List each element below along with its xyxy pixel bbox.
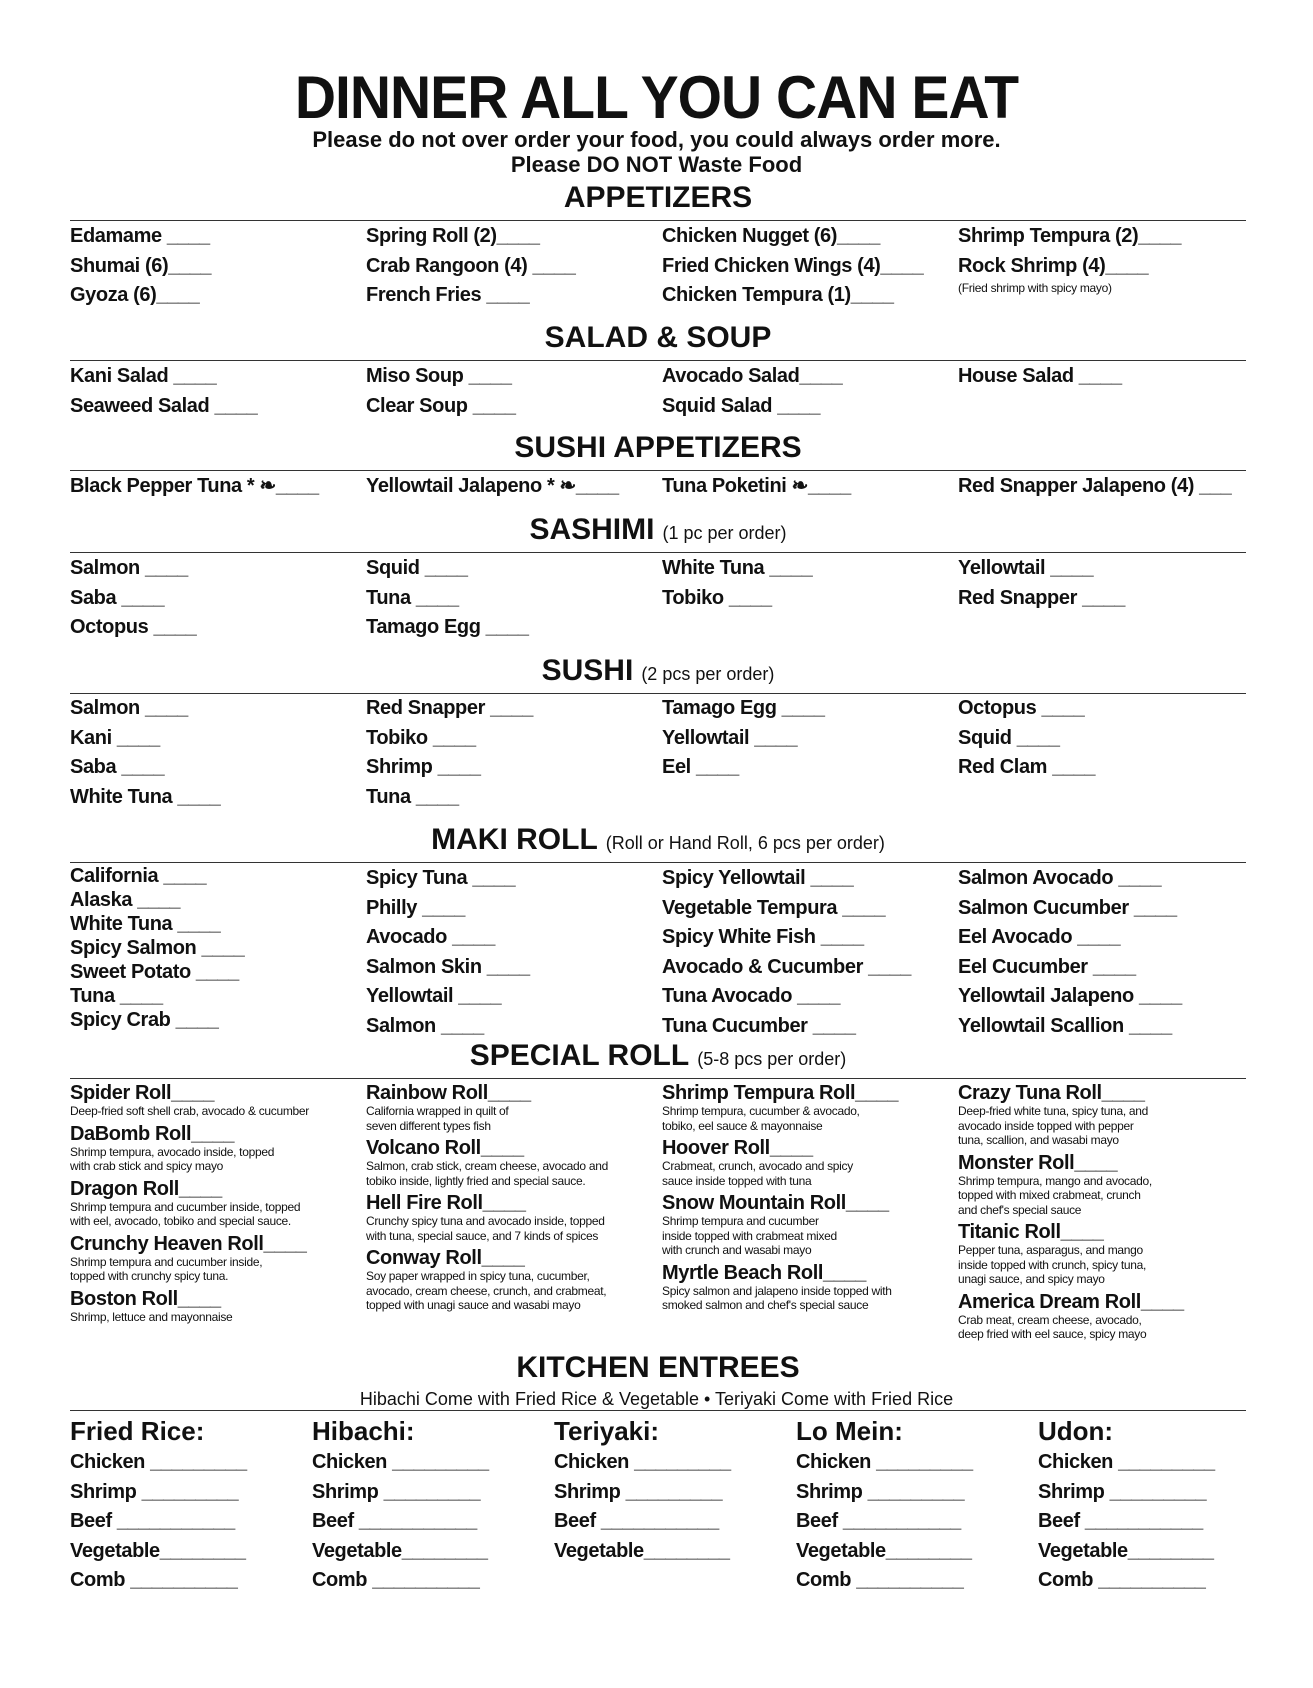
section-title: SPECIAL ROLL [469, 1039, 690, 1072]
menu-item[interactable]: Octopus ____ [958, 697, 1085, 719]
special-roll-name[interactable]: America Dream Roll____ [958, 1290, 1184, 1313]
sushi-app-col-3 [662, 472, 851, 502]
section-title: SASHIMI [529, 513, 655, 546]
special-col-3 [662, 1078, 898, 1313]
menu-item[interactable]: California ____ [70, 865, 207, 887]
menu-item[interactable]: Shrimp _________ [554, 1480, 723, 1503]
sashimi-col-4 [958, 554, 1125, 613]
sashimi-col-2 [366, 554, 529, 643]
menu-item[interactable]: Fried Chicken Wings (4)____ [662, 254, 924, 277]
menu-item[interactable]: Tuna ____ [366, 586, 459, 609]
special-roll-desc: with crab stick and spicy mayo [70, 1159, 224, 1173]
section-title: MAKI ROLL [431, 823, 598, 856]
special-roll-name[interactable]: Volcano Roll____ [366, 1137, 524, 1159]
menu-item[interactable]: Spicy White Fish ____ [662, 926, 864, 948]
menu-item[interactable]: Chicken _________ [70, 1451, 247, 1473]
section-maki-header [70, 822, 1246, 863]
menu-item[interactable]: Spring Roll (2)____ [366, 225, 540, 247]
special-roll-name[interactable]: DaBomb Roll____ [70, 1122, 235, 1145]
menu-item[interactable]: Eel Cucumber ____ [958, 955, 1136, 978]
page-title: DINNER ALL YOU CAN EAT [294, 64, 1019, 132]
menu-item[interactable]: Tuna ____ [366, 785, 459, 808]
special-roll-name[interactable]: Conway Roll____ [366, 1247, 525, 1269]
special-roll-desc: with tuna, special sauce, and 7 kinds of spices [366, 1228, 599, 1243]
menu-item[interactable]: Yellowtail ____ [662, 726, 798, 749]
special-roll-desc: deep fried with eel sauce, spicy mayo [958, 1327, 1147, 1341]
section-title: SALAD & SOUP [544, 321, 772, 354]
special-roll-desc: seven different types fish [366, 1118, 491, 1133]
special-roll-desc: Shrimp tempura, mango and avocado, [958, 1173, 1152, 1188]
menu-item[interactable]: Tamago Egg ____ [366, 616, 529, 638]
special-roll-desc: Shrimp tempura and cucumber [662, 1214, 819, 1228]
salad-col-1 [70, 362, 257, 421]
menu-item[interactable]: Yellowtail ____ [366, 985, 502, 1007]
menu-item[interactable]: Avocado ____ [366, 926, 495, 948]
menu-item[interactable]: Saba ____ [70, 756, 165, 778]
menu-item[interactable]: Beef ___________ [796, 1510, 961, 1532]
menu-item[interactable]: Vegetable Tempura ____ [662, 896, 886, 919]
special-roll-desc: tobiko inside, lightly fried and special sauce. [366, 1173, 586, 1188]
kitchen-col-heading: Teriyaki: [554, 1416, 660, 1446]
special-roll-desc: smoked salmon and chef's special sauce [662, 1298, 869, 1312]
menu-item[interactable]: French Fries ____ [366, 284, 530, 306]
menu-item[interactable]: Alaska ____ [70, 889, 181, 911]
special-col-4 [958, 1078, 1184, 1342]
special-roll-name[interactable]: Titanic Roll____ [958, 1221, 1104, 1243]
menu-item[interactable]: Avocado & Cucumber ____ [662, 955, 912, 978]
menu-item[interactable]: Tuna ____ [70, 985, 163, 1007]
special-roll-desc: Crabmeat, crunch, avocado and spicy [662, 1159, 853, 1173]
menu-item[interactable]: White Tuna ____ [662, 557, 813, 579]
special-roll-name[interactable]: Monster Roll____ [958, 1151, 1118, 1174]
special-roll-desc: unagi sauce, and spicy mayo [958, 1272, 1105, 1286]
menu-item[interactable]: Seaweed Salad ____ [70, 394, 258, 417]
menu-item[interactable]: Salmon Avocado ____ [958, 867, 1162, 889]
menu-item[interactable]: Comb __________ [796, 1569, 964, 1591]
special-roll-name[interactable]: Dragon Roll____ [70, 1177, 222, 1200]
special-roll-desc: Shrimp, lettuce and mayonnaise [70, 1309, 233, 1324]
menu-item[interactable]: Black Pepper Tuna * ❧____ [70, 475, 319, 497]
special-roll-name[interactable]: Crunchy Heaven Roll____ [70, 1232, 307, 1255]
maki-col-1 [70, 864, 244, 1032]
section-sashimi-header [70, 512, 1246, 553]
sashimi-col-3 [662, 554, 812, 613]
section-title: SUSHI APPETIZERS [514, 431, 802, 464]
sushi-col-1 [70, 694, 220, 812]
menu-item[interactable]: Eel ____ [662, 756, 739, 778]
special-roll-desc: Shrimp tempura, cucumber & avocado, [662, 1104, 860, 1118]
section-title: KITCHEN ENTREES [516, 1351, 800, 1384]
menu-item[interactable]: Clear Soup ____ [366, 394, 516, 417]
special-roll-desc: California wrapped in quilt of [366, 1104, 509, 1118]
menu-item[interactable]: Kani Salad ____ [70, 365, 217, 387]
special-roll-name[interactable]: Myrtle Beach Roll____ [662, 1261, 866, 1284]
sushi-col-3 [662, 694, 825, 783]
menu-item[interactable]: Beef ___________ [312, 1510, 477, 1532]
menu-item[interactable]: Shumai (6)____ [70, 254, 212, 277]
menu-item[interactable]: Red Clam ____ [958, 756, 1096, 778]
maki-col-4 [958, 864, 1182, 1041]
special-roll-desc: Shrimp tempura and cucumber inside, topped [70, 1199, 301, 1214]
menu-item[interactable]: Tuna Poketini ❧____ [662, 475, 851, 497]
kitchen-col-heading: Fried Rice: [70, 1416, 205, 1446]
menu-item[interactable]: Squid Salad ____ [662, 394, 821, 417]
special-roll-desc: Shrimp tempura, avocado inside, topped [70, 1144, 275, 1159]
menu-item[interactable]: Tuna Cucumber ____ [662, 1014, 856, 1037]
menu-item[interactable]: Salmon ____ [70, 557, 188, 579]
menu-item[interactable]: Chicken _________ [796, 1451, 973, 1473]
special-col-1 [70, 1078, 309, 1324]
section-kitchen-header [70, 1350, 1246, 1388]
section-special-header [70, 1038, 1246, 1079]
menu-item[interactable]: Vegetable________ [312, 1539, 488, 1562]
menu-item[interactable]: Rock Shrimp (4)____ [958, 254, 1149, 277]
menu-item[interactable]: Salmon Cucumber ____ [958, 896, 1177, 919]
menu-item[interactable]: Gyoza (6)____ [70, 284, 200, 306]
menu-item[interactable]: Beef ___________ [1038, 1510, 1203, 1532]
appetizers-col-3 [662, 222, 923, 311]
maki-col-3 [662, 864, 911, 1041]
section-note: (Roll or Hand Roll, 6 pcs per order) [605, 833, 885, 853]
sushi-app-col-1 [70, 472, 319, 502]
menu-item[interactable]: Chicken _________ [312, 1451, 489, 1473]
kitchen-divider [70, 1410, 1246, 1411]
menu-item[interactable]: Shrimp _________ [1038, 1480, 1207, 1503]
menu-item[interactable]: Vegetable________ [1038, 1539, 1214, 1562]
menu-item[interactable]: Tuna Avocado ____ [662, 985, 841, 1007]
special-roll-desc: topped with mixed crabmeat, crunch [958, 1188, 1141, 1202]
menu-item[interactable]: Spicy Crab ____ [70, 1009, 219, 1031]
menu-item[interactable]: Yellowtail Scallion ____ [958, 1014, 1172, 1037]
kitchen-col-heading: Udon: [1038, 1416, 1114, 1446]
sushi-app-col-4 [958, 472, 1231, 502]
special-roll-desc: Deep-fried white tuna, spicy tuna, and [958, 1104, 1149, 1118]
menu-item[interactable]: Chicken _________ [1038, 1451, 1215, 1473]
section-appetizers-header [70, 180, 1246, 221]
section-title: SUSHI [541, 654, 634, 687]
menu-item[interactable]: Squid ____ [366, 557, 468, 579]
kitchen-col-heading: Hibachi: [312, 1416, 415, 1446]
appetizers-col-1 [70, 222, 211, 311]
special-roll-desc: topped with crunchy spicy tuna. [70, 1269, 229, 1283]
menu-item[interactable]: Spicy Salmon ____ [70, 937, 245, 959]
menu-item[interactable]: Tobiko ____ [662, 586, 772, 609]
special-roll-name[interactable]: Shrimp Tempura Roll____ [662, 1082, 899, 1104]
menu-item[interactable]: Tamago Egg ____ [662, 697, 825, 719]
menu-item[interactable]: Shrimp Tempura (2)____ [958, 225, 1182, 247]
menu-item[interactable]: Vegetable________ [554, 1539, 730, 1562]
section-note: (5-8 pcs per order) [697, 1049, 847, 1069]
menu-item[interactable]: Chicken _________ [554, 1451, 731, 1473]
menu-item[interactable]: Sweet Potato ____ [70, 961, 239, 983]
menu-item[interactable]: Philly ____ [366, 896, 465, 919]
section-title: APPETIZERS [563, 181, 753, 214]
menu-item[interactable]: Salmon ____ [366, 1014, 484, 1037]
subtitle-line-1: Please do not over order your food, you could always order more. [312, 127, 1001, 152]
kitchen-col-hibachi [312, 1414, 489, 1596]
menu-item[interactable]: Miso Soup ____ [366, 365, 512, 387]
appetizers-col-4 [958, 222, 1181, 296]
menu-item[interactable]: Salmon Skin ____ [366, 955, 530, 978]
menu-item[interactable]: Comb __________ [312, 1569, 480, 1591]
kitchen-col-lo-mein [796, 1414, 973, 1596]
special-roll-desc: tobiko, eel sauce & mayonnaise [662, 1118, 823, 1133]
menu-item[interactable]: Comb __________ [1038, 1569, 1206, 1591]
special-roll-desc: tuna, scallion, and wasabi mayo [958, 1133, 1119, 1147]
menu-item[interactable]: Red Snapper Jalapeno (4) ___ [958, 475, 1232, 497]
special-roll-desc: sauce inside topped with tuna [662, 1173, 812, 1188]
subtitle-line-2: Please DO NOT Waste Food [510, 152, 803, 177]
special-roll-desc: Pepper tuna, asparagus, and mango [958, 1243, 1143, 1257]
menu-item[interactable]: Tobiko ____ [366, 726, 476, 749]
kitchen-caption: Hibachi Come with Fried Rice & Vegetable • Teriyaki Come with Fried Rice [359, 1389, 954, 1409]
menu-item[interactable]: White Tuna ____ [70, 913, 221, 935]
menu-item[interactable]: House Salad ____ [958, 365, 1122, 387]
special-roll-name[interactable]: Hoover Roll____ [662, 1137, 813, 1159]
menu-item[interactable]: Edamame ____ [70, 225, 210, 247]
menu-item[interactable]: Salmon ____ [70, 697, 188, 719]
menu-item[interactable]: Red Snapper ____ [958, 586, 1126, 609]
menu-item[interactable]: Shrimp ____ [366, 756, 481, 778]
section-salad-header [70, 320, 1246, 361]
kitchen-col-teriyaki [554, 1414, 731, 1566]
menu-item[interactable]: Squid ____ [958, 726, 1060, 749]
special-roll-desc: Spicy salmon and jalapeno inside topped with [662, 1283, 892, 1298]
kitchen-col-udon [1038, 1414, 1215, 1596]
special-roll-name[interactable]: Crazy Tuna Roll____ [958, 1082, 1145, 1104]
special-roll-desc: with crunch and wasabi mayo [662, 1243, 812, 1257]
special-roll-name[interactable]: Hell Fire Roll____ [366, 1192, 526, 1214]
kitchen-col-heading: Lo Mein: [796, 1416, 903, 1446]
menu-item[interactable]: Shrimp _________ [312, 1480, 481, 1503]
menu-item[interactable]: Shrimp _________ [70, 1480, 239, 1503]
sushi-col-2 [366, 694, 533, 812]
special-roll-desc: topped with unagi sauce and wasabi mayo [366, 1298, 581, 1312]
special-roll-name[interactable]: Boston Roll____ [70, 1287, 221, 1310]
kitchen-col-fried-rice [70, 1414, 247, 1596]
sushi-col-4 [958, 694, 1095, 783]
special-roll-desc: Soy paper wrapped in spicy tuna, cucumber, [366, 1269, 590, 1283]
special-roll-desc: Shrimp tempura and cucumber inside, [70, 1254, 263, 1269]
appetizers-col-2 [366, 222, 575, 311]
salad-col-2 [366, 362, 516, 421]
special-roll-desc: inside topped with crunch, spicy tuna, [958, 1257, 1147, 1272]
special-roll-name[interactable]: Spider Roll____ [70, 1082, 215, 1104]
section-note: (1 pc per order) [662, 523, 787, 543]
salad-col-4 [958, 362, 1122, 392]
menu-item[interactable]: Chicken Tempura (1)____ [662, 284, 894, 306]
menu-item[interactable]: Kani ____ [70, 726, 160, 749]
special-col-2 [366, 1078, 608, 1313]
special-roll-name[interactable]: Rainbow Roll____ [366, 1082, 531, 1104]
menu-item[interactable]: Beef ___________ [70, 1510, 235, 1532]
menu-item[interactable]: Chicken Nugget (6)____ [662, 225, 880, 247]
maki-col-2 [366, 864, 530, 1041]
menu-item[interactable]: Beef ___________ [554, 1510, 719, 1532]
menu-item[interactable]: Crab Rangoon (4) ____ [366, 254, 576, 277]
menu-item[interactable]: Spicy Yellowtail ____ [662, 867, 854, 889]
sashimi-col-1 [70, 554, 196, 643]
section-sushi-header [70, 653, 1246, 694]
menu-item[interactable]: Yellowtail Jalapeno ____ [958, 985, 1182, 1007]
menu-item[interactable]: Saba ____ [70, 586, 165, 609]
special-roll-desc: Deep-fried soft shell crab, avocado & cucumber [70, 1104, 309, 1118]
menu-item[interactable]: Yellowtail Jalapeno * ❧____ [366, 475, 619, 497]
special-roll-desc: avocado inside topped with pepper [958, 1118, 1134, 1133]
sushi-app-col-2 [366, 472, 619, 502]
special-roll-desc: with eel, avocado, tobiko and special sauce. [70, 1214, 291, 1228]
special-roll-desc: avocado, cream cheese, crunch, and crabmeat, [366, 1283, 607, 1298]
special-roll-desc: Crab meat, cream cheese, avocado, [958, 1312, 1142, 1327]
special-roll-desc: Crunchy spicy tuna and avocado inside, topped [366, 1214, 605, 1228]
menu-item[interactable]: Spicy Tuna ____ [366, 867, 516, 889]
special-roll-desc: Salmon, crab stick, cream cheese, avocado and [366, 1159, 608, 1173]
special-roll-name[interactable]: Snow Mountain Roll____ [662, 1192, 889, 1214]
menu-item[interactable]: Octopus ____ [70, 616, 197, 638]
menu-item[interactable]: Red Snapper ____ [366, 697, 534, 719]
special-roll-desc: and chef's special sauce [958, 1202, 1082, 1217]
menu-item[interactable]: Vegetable________ [796, 1539, 972, 1562]
section-sushi-appetizers-header [70, 430, 1246, 471]
section-note: (2 pcs per order) [641, 664, 775, 684]
salad-col-3 [662, 362, 842, 421]
menu-item[interactable]: Avocado Salad____ [662, 365, 843, 387]
special-roll-desc: inside topped with crabmeat mixed [662, 1228, 837, 1243]
menu-item[interactable]: White Tuna ____ [70, 785, 221, 808]
menu-item[interactable]: Vegetable________ [70, 1539, 246, 1562]
rock-shrimp-note: (Fried shrimp with spicy mayo) [958, 281, 1112, 295]
menu-item[interactable]: Yellowtail ____ [958, 557, 1094, 579]
menu-item[interactable]: Shrimp _________ [796, 1480, 965, 1503]
menu-item[interactable]: Eel Avocado ____ [958, 926, 1121, 948]
menu-item[interactable]: Comb __________ [70, 1569, 238, 1591]
